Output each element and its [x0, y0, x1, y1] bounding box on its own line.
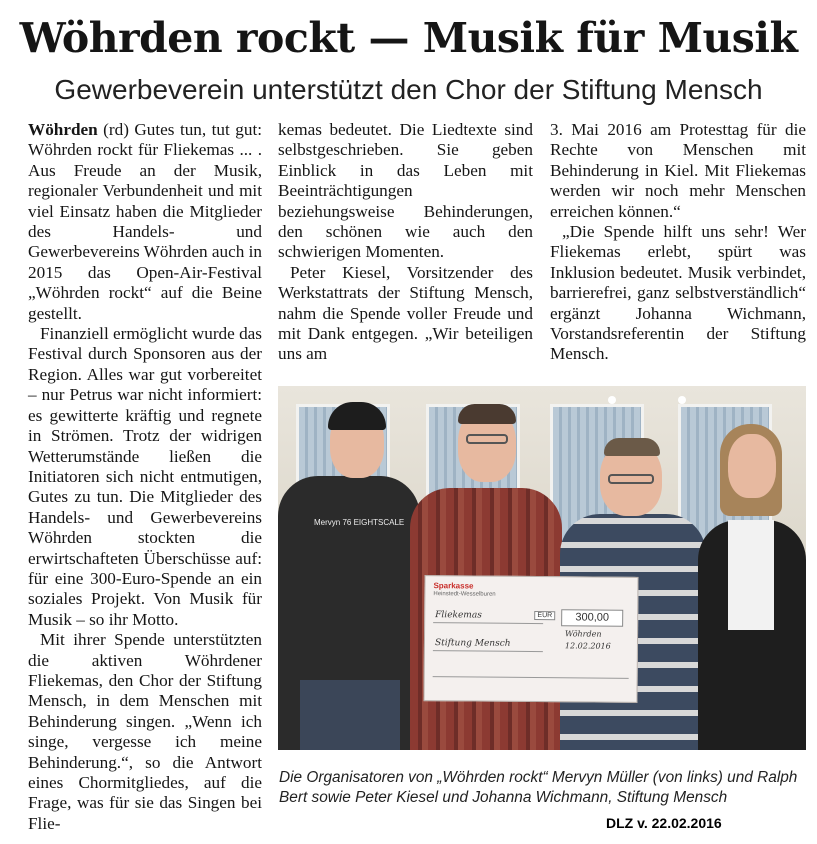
cheque-place: Wöhrden: [565, 629, 602, 639]
person-hair: [458, 404, 516, 424]
paragraph-text: kemas bedeutet. Die Liedtexte sind selbstgeschrieben. Sie geben Einblick in das Leben mit Beeinträchtigungen beziehungsweise Behinderungen, den schönen wie auch den schwierigen Momenten.: [278, 120, 533, 262]
paragraph-text: Mit ihrer Spende unterstützten die aktiven Wöhrdener Fliekemas, den Chor der Stiftung Mensch, in dem Menschen mit Behinderung singen. „Wenn ich singe, vergesse ich meine Behinderung.“, so die Antwort eines Chormitgliedes, auf die Frage, was für sie das Singen bei Flie-: [28, 630, 262, 833]
subheadline: Gewerbeverein unterstützt den Chor der Stiftung Mensch: [54, 74, 763, 105]
glasses-icon: [466, 434, 508, 444]
cheque-bank-name: Sparkasse: [433, 581, 474, 591]
article-column-1: [28, 120, 262, 834]
paragraph-text: Peter Kiesel, Vorsitzender des Werkstattrats der Stiftung Mensch, nahm die Spende voller Freude und mit Dank entgegen. „Wir beteiligen uns am: [278, 262, 533, 364]
paragraph-text: Finanziell ermöglicht wurde das Festival durch Sponsoren aus der Region. Alles war gut vorbereitet – nur Petrus war nicht informiert: es gewitterte kräftig und regnete in Strömen. Trotz der widrigen Wetterumstände ließen die Initiatoren sich nicht entmutigen, Gutes zu tun. Die Mitglieder des Handels- und Gewerbevereins Wöhrden stockten die erwirtschafteten Überschüsse auf: für eine 300-Euro-Spende an ein soziales Projekt. Von Musik für Musik – so ihr Motto.: [28, 324, 262, 629]
cheque-line: [433, 622, 543, 624]
photo-caption: Die Organisatoren von „Wöhrden rockt“ Mervyn Müller (von links) und Ralph Bert sowie Peter Kiesel und Johanna Wichmann, Stiftung Mensch: [279, 769, 798, 806]
paragraph-text: „Die Spende hilft uns sehr! Wer Fliekemas erlebt, spürt was Inklusion bedeutet. Musik verbindet, barrierefrei, ganz selbstverständlich“ ergänzt Johanna Wichmann, Vorstandsreferentin der Stiftung Mensch.: [550, 222, 806, 364]
dateline-place: Wöhrden: [28, 120, 98, 139]
person-jeans: [300, 680, 400, 750]
article-column-3: [550, 120, 806, 365]
paragraph-text: (rd) Gutes tun, tut gut: Wöhrden rockt für Fliekemas ... . Aus Freude an der Musik, regionaler Verbundenheit und mit viel Einsatz haben die Mitglieder des Handels- und Gewerbevereins Wöhrden auch in 2015 das Open-Air-Festival „Wöhrden rockt“ auf die Beine gestellt.: [28, 120, 263, 323]
shirt-print: Mervyn 76 EIGHTSCALE: [314, 518, 405, 527]
article-photo: [278, 386, 806, 750]
cheque-line: [433, 650, 543, 652]
person-face: [728, 434, 776, 498]
article-column-2: [278, 120, 533, 365]
article-paragraph: [278, 120, 533, 263]
article-paragraph: [278, 263, 533, 365]
cheque-amount: 300,00: [561, 609, 623, 627]
cheque-currency: EUR: [534, 611, 555, 620]
cheque-date: 12.02.2016: [564, 641, 611, 651]
article-paragraph: [28, 324, 262, 630]
beanie-icon: [328, 402, 386, 430]
cheque-bank-branch: Heinstedt-Wesselburen: [433, 591, 496, 598]
photo-person-1: [278, 386, 428, 750]
article-paragraph: [550, 120, 806, 222]
headline: Wöhrden rockt — Musik für Musik: [19, 14, 798, 62]
person-white-blouse: [728, 520, 774, 630]
photo-person-4: [698, 386, 806, 750]
glasses-icon: [608, 474, 654, 484]
cheque-line: [433, 676, 629, 679]
source-credit: DLZ v. 22.02.2016: [606, 815, 722, 831]
article-paragraph: [550, 222, 806, 365]
paragraph-text: 3. Mai 2016 am Protesttag für die Rechte von Menschen mit Behinderung in Kiel. Mit Fliekemas werden wir noch mehr Menschen erreichen können.“: [550, 120, 806, 221]
cheque-payer: Fliekemas: [435, 610, 482, 621]
donation-cheque: [423, 575, 638, 703]
article-paragraph: [28, 120, 262, 324]
cheque-purpose: Stiftung Mensch: [434, 638, 511, 649]
person-hair: [604, 438, 660, 456]
article-paragraph: [28, 630, 262, 834]
